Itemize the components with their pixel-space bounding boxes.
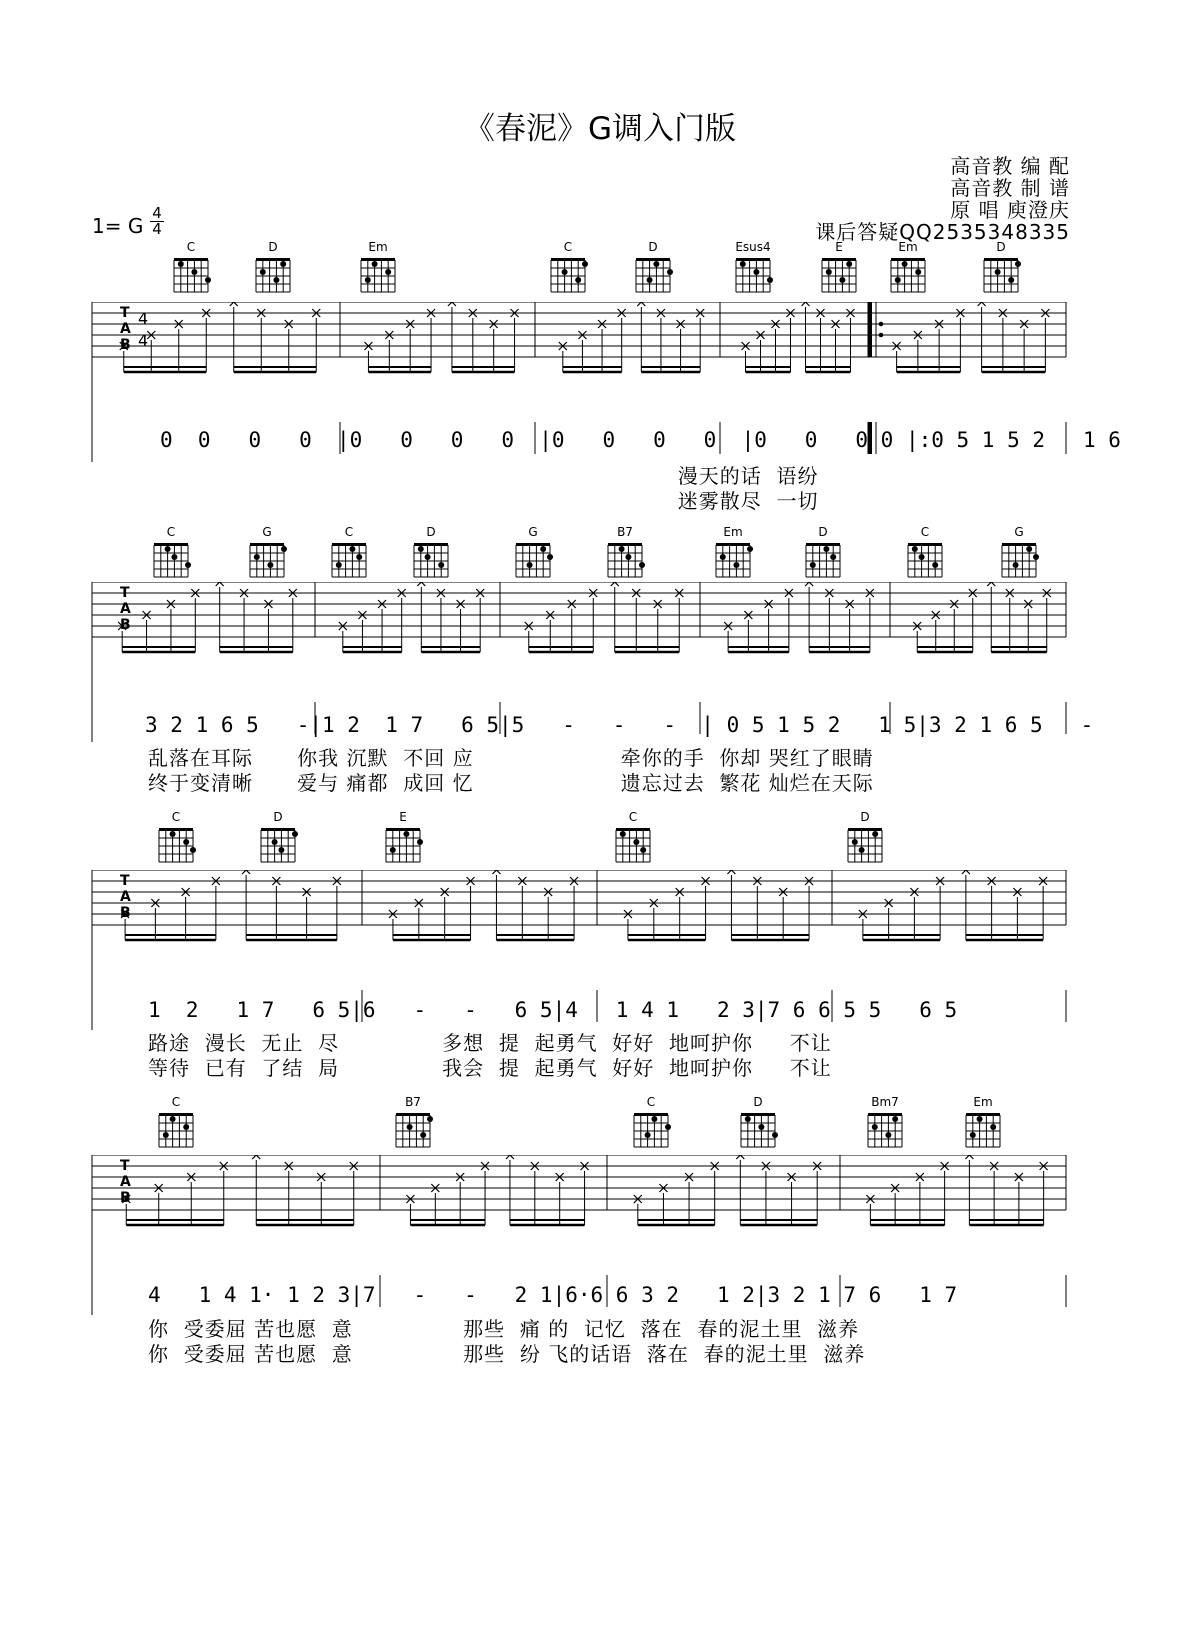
tab-note — [589, 589, 597, 652]
tab-note — [333, 877, 341, 940]
tab-note — [632, 589, 640, 652]
chord-grid — [735, 1109, 781, 1151]
chord-diagram — [153, 810, 199, 870]
chord-name: C — [186, 240, 196, 254]
time-signature — [150, 206, 164, 237]
tab-note — [437, 589, 445, 652]
chord-name: B7 — [405, 1095, 421, 1109]
lyrics-line: 你 受委屈 苦也愿 意 那些 纷 飞的话语 落在 春的泥土里 滋养 — [148, 1342, 866, 1366]
jianpu-notation: 3 2 1 6 5 -|1 2 1 7 6 5|5 - - - | 0 5 1 5 2 1 5|3 2 1 6 5 - — [145, 713, 1094, 737]
key-signature: 1= G — [92, 214, 144, 238]
repeat-barline — [868, 302, 872, 357]
chord-name: G — [1014, 525, 1024, 539]
tab-note — [941, 1162, 949, 1225]
tab-note — [1039, 877, 1047, 940]
tab-note — [744, 611, 752, 652]
tab-note — [659, 1184, 667, 1225]
chord-diagram — [168, 240, 214, 300]
chord-diagram — [390, 1095, 436, 1155]
jianpu-notation: 0 0 0 0 |0 0 0 0 |0 0 0 0 |0 0 0 0 |:0 5 1 5 2 1 6 — [160, 428, 1121, 452]
chord-diagram — [355, 240, 401, 300]
tab-note — [696, 309, 704, 372]
tab-note — [312, 309, 320, 372]
tab-time-digit: 4 — [138, 309, 149, 328]
tab-note — [431, 1184, 439, 1225]
tab-clef-letter: B — [120, 617, 131, 633]
tab-note — [702, 877, 710, 940]
tab-note — [481, 1162, 489, 1225]
chord-name: G — [262, 525, 272, 539]
chord-diagram — [380, 810, 426, 870]
jianpu-notation: 4 1 4 1· 1 2 3|7 - - 2 1|6·6 6 3 2 1 2|3 2 1 7 6 1 7 — [148, 1283, 958, 1307]
tab-note — [650, 899, 658, 940]
chord-diagram — [153, 1095, 199, 1155]
tab-note — [147, 331, 155, 372]
chord-diagram — [545, 240, 591, 300]
chord-grid — [730, 254, 776, 296]
chord-name: D — [996, 240, 1006, 254]
chord-grid — [610, 824, 656, 866]
tab-note — [202, 309, 210, 372]
chord-grid — [326, 539, 372, 581]
tab-clef-letter: B — [120, 905, 131, 921]
chord-name: D — [648, 240, 658, 254]
chord-grid — [885, 254, 931, 296]
tab-note — [657, 309, 665, 372]
chord-diagram — [628, 1095, 674, 1155]
tab-note — [143, 611, 151, 652]
tab-note — [518, 877, 526, 940]
chord-diagram — [996, 525, 1042, 585]
chord-diagram — [710, 525, 756, 585]
tab-note — [762, 1162, 770, 1225]
lyrics-line: 路途 漫长 无止 尽 多想 提 起勇气 好好 地呵护你 不让 — [148, 1031, 832, 1055]
chord-diagram — [510, 525, 556, 585]
tab-note — [813, 1162, 821, 1225]
chord-diagram — [250, 240, 296, 300]
time-signature-top: 4 — [152, 204, 162, 222]
tab-note — [1043, 589, 1051, 652]
chord-diagram — [730, 240, 776, 300]
chord-grid — [710, 539, 756, 581]
tab-note — [289, 589, 297, 652]
chord-name: C — [563, 240, 573, 254]
credit-qq: 课后答疑QQ2535348335 — [815, 220, 1070, 244]
chord-grid — [800, 539, 846, 581]
tab-note — [999, 309, 1007, 372]
tab-clef — [120, 1158, 131, 1206]
tab-clef-letter: T — [120, 305, 130, 321]
chord-grid — [602, 539, 648, 581]
tab-note — [932, 611, 940, 652]
tab-note — [212, 877, 220, 940]
tab-clef-letter: B — [120, 1190, 131, 1206]
chord-grid — [244, 539, 290, 581]
chord-diagram — [602, 525, 648, 585]
tab-note — [805, 877, 813, 940]
lyrics-line: 乱落在耳际 你我 沉默 不回 应 牵你的手 你却 哭红了眼睛 — [148, 746, 874, 770]
tab-note — [956, 309, 964, 372]
tab-clef-letter: A — [120, 889, 131, 905]
chord-name: C — [171, 810, 181, 824]
lyrics-line: 终于变清晰 爱与 痛都 成回 忆 遗忘过去 繁花 灿烂在天际 — [148, 771, 874, 795]
chord-name: B7 — [617, 525, 633, 539]
tab-note — [988, 877, 996, 940]
chord-diagram — [735, 1095, 781, 1155]
tab-clef-letter: B — [120, 337, 131, 353]
chord-name: E — [835, 240, 843, 254]
tab-note — [467, 877, 475, 940]
tab-note — [787, 309, 795, 372]
chord-diagram — [885, 240, 931, 300]
tab-note — [990, 1162, 998, 1225]
credit-transcriber: 高音教 制 谱 — [950, 176, 1070, 200]
tab-clef — [120, 873, 131, 921]
chord-diagram — [255, 810, 301, 870]
tab-clef-letter: T — [120, 1158, 130, 1174]
tab-note — [936, 877, 944, 940]
tab-note — [469, 309, 477, 372]
chord-diagram — [978, 240, 1024, 300]
chord-name: Em — [898, 240, 918, 254]
chord-grid — [902, 539, 948, 581]
lyrics-line: 你 受委屈 苦也愿 意 那些 痛 的 记忆 落在 春的泥土里 滋养 — [148, 1317, 860, 1341]
lyrics-line: 漫天的话 语纷 — [148, 464, 819, 488]
chord-name: D — [860, 810, 870, 824]
chord-grid — [153, 824, 199, 866]
tab-note — [151, 899, 159, 940]
chord-name: C — [171, 1095, 181, 1109]
tab-note — [581, 1162, 589, 1225]
chord-name: Em — [723, 525, 743, 539]
chord-diagram — [630, 240, 676, 300]
tab-note — [847, 309, 855, 372]
time-signature-bottom: 4 — [152, 220, 162, 238]
credit-singer: 原 唱 庾澄庆 — [950, 198, 1070, 222]
tab-note — [531, 1162, 539, 1225]
chord-grid — [250, 254, 296, 296]
tab-note — [476, 589, 484, 652]
tab-note — [1041, 309, 1049, 372]
credit-arranger: 高音教 编 配 — [950, 154, 1070, 178]
chord-diagram — [902, 525, 948, 585]
tab-note — [1040, 1162, 1048, 1225]
tab-note — [511, 309, 519, 372]
lyrics-line: 等待 已有 了结 局 我会 提 起勇气 好好 地呵护你 不让 — [148, 1056, 832, 1080]
tab-note — [618, 309, 626, 372]
chord-grid — [842, 824, 888, 866]
chord-grid — [545, 254, 591, 296]
tab-note — [272, 877, 280, 940]
chord-diagram — [862, 1095, 908, 1155]
chord-grid — [148, 539, 194, 581]
chord-diagram — [800, 525, 846, 585]
chord-grid — [630, 254, 676, 296]
tab-clef-letter: T — [120, 585, 130, 601]
chord-grid — [510, 539, 556, 581]
chord-grid — [153, 1109, 199, 1151]
lyrics-line: 迷雾散尽 一切 — [148, 489, 819, 513]
tab-clef — [120, 585, 131, 633]
chord-name: C — [166, 525, 176, 539]
tab-note — [350, 1162, 358, 1225]
chord-grid — [255, 824, 301, 866]
tab-clef-letter: T — [120, 873, 130, 889]
chord-diagram — [842, 810, 888, 870]
chord-name: E — [399, 810, 407, 824]
jianpu-notation: 1 2 1 7 6 5|6 - - 6 5|4 1 4 1 2 3|7 6 6 5 5 6 5 — [148, 998, 958, 1022]
chord-name: Em — [368, 240, 388, 254]
tab-note — [914, 331, 922, 372]
chord-diagram — [610, 810, 656, 870]
tab-note — [969, 589, 977, 652]
tab-clef — [120, 305, 131, 353]
tab-note — [753, 877, 761, 940]
chord-name: D — [426, 525, 436, 539]
chord-diagram — [816, 240, 862, 300]
chord-name: C — [920, 525, 930, 539]
tab-note — [398, 589, 406, 652]
chord-name: C — [628, 810, 638, 824]
chord-grid — [390, 1109, 436, 1151]
chord-grid — [628, 1109, 674, 1151]
tab-note — [785, 589, 793, 652]
tab-note — [546, 611, 554, 652]
chord-name: D — [273, 810, 283, 824]
chord-name: D — [818, 525, 828, 539]
tab-note — [285, 1162, 293, 1225]
page-title: 《春泥》G调入门版 — [463, 111, 737, 147]
tab-note — [570, 877, 578, 940]
tab-clef-letter: A — [120, 601, 131, 617]
chord-name: Em — [973, 1095, 993, 1109]
tab-time-digit: 4 — [138, 331, 149, 350]
tab-note — [415, 899, 423, 940]
tab-note — [191, 589, 199, 652]
tab-note — [578, 331, 586, 372]
tab-clef-letter: A — [120, 1174, 131, 1190]
tab-note — [825, 589, 833, 652]
chord-diagram — [326, 525, 372, 585]
chord-name: C — [646, 1095, 656, 1109]
tab-note — [385, 331, 393, 372]
tab-clef-letter: A — [120, 321, 131, 337]
tab-note — [885, 899, 893, 940]
tab-note — [866, 589, 874, 652]
chord-grid — [408, 539, 454, 581]
chord-grid — [960, 1109, 1006, 1151]
chord-diagram — [408, 525, 454, 585]
tab-note — [817, 309, 825, 372]
chord-diagram — [148, 525, 194, 585]
chord-grid — [355, 254, 401, 296]
chord-grid — [996, 539, 1042, 581]
chord-grid — [168, 254, 214, 296]
chord-name: D — [753, 1095, 763, 1109]
tab-note — [757, 331, 765, 372]
chord-name: G — [528, 525, 538, 539]
chord-grid — [978, 254, 1024, 296]
chord-grid — [816, 254, 862, 296]
tab-note — [675, 589, 683, 652]
tab-note — [257, 309, 265, 372]
chord-name: Bm7 — [871, 1095, 899, 1109]
tab-note — [711, 1162, 719, 1225]
tab-note — [358, 611, 366, 652]
chord-grid — [862, 1109, 908, 1151]
tab-note — [220, 1162, 228, 1225]
chord-diagram — [960, 1095, 1006, 1155]
tab-note — [427, 309, 435, 372]
tab-note — [1006, 589, 1014, 652]
chord-grid — [380, 824, 426, 866]
chord-name: C — [344, 525, 354, 539]
chord-diagram — [244, 525, 290, 585]
tab-note — [155, 1184, 163, 1225]
tab-time-signature — [138, 308, 148, 352]
tab-note — [891, 1184, 899, 1225]
chord-name: D — [268, 240, 278, 254]
tab-note — [240, 589, 248, 652]
chord-name: Esus4 — [735, 240, 771, 254]
